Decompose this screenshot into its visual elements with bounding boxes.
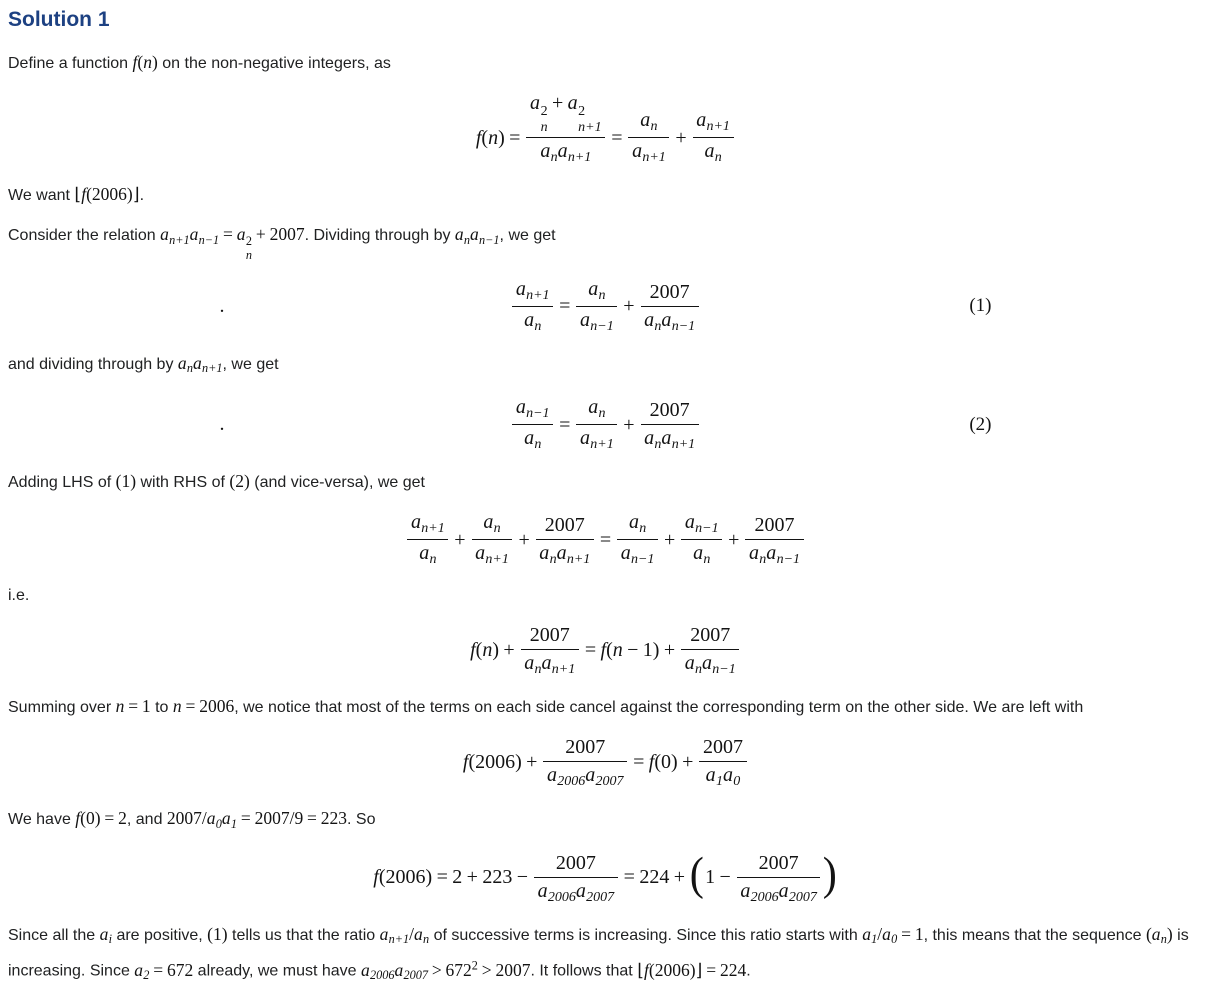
- math-token: 1: [141, 696, 151, 717]
- math-token: f: [75, 808, 81, 829]
- math-token: (2006): [468, 750, 522, 773]
- text-run: Consider the relation: [8, 227, 161, 245]
- fraction: [680, 624, 741, 678]
- text-run: We want: [8, 187, 75, 205]
- math-token: $a_{2006}$: [740, 879, 779, 905]
- math-operator: +: [673, 866, 686, 889]
- math-token: $a_1$: [705, 764, 723, 790]
- math-token: $a_0$: [882, 923, 898, 947]
- text-run: of successive terms is increasing. Since this ratio starts with: [429, 926, 863, 944]
- math-token: f: [462, 750, 469, 773]
- math-token: f: [600, 638, 607, 661]
- math-token: $a_{n-1}$: [470, 224, 500, 247]
- text-run: , and: [126, 811, 167, 829]
- math-token: 2007/9: [254, 808, 304, 829]
- fraction: [525, 92, 607, 166]
- math-token: $a_n$: [644, 308, 662, 334]
- numbered-equation: [220, 278, 992, 335]
- text-run: , we notice that most of the terms on each side cancel against the corresponding term on the other side. We are left with: [234, 699, 1084, 717]
- fraction: [639, 399, 700, 453]
- math-expression: [511, 396, 701, 453]
- text-run: .: [746, 962, 751, 980]
- math-token: 2007: [555, 851, 596, 874]
- math-token: $a_n$: [177, 352, 194, 376]
- math-expression: [173, 696, 234, 716]
- text-run: . So: [347, 811, 376, 829]
- math-token: $a_{n+1}$: [160, 224, 190, 247]
- math-token: (0): [80, 808, 101, 829]
- text-run: Adding LHS of: [8, 474, 116, 492]
- paragraph: [8, 49, 1203, 77]
- math-operator: +: [255, 224, 266, 245]
- math-token: $a_2$: [134, 959, 150, 983]
- text-run: to: [150, 699, 173, 717]
- math-expression: [637, 960, 746, 980]
- math-token: $a_{n-1}$: [684, 511, 719, 537]
- math-operator: =: [509, 126, 521, 149]
- math-operator: =: [307, 808, 317, 829]
- fraction: [511, 396, 555, 453]
- math-token: f: [644, 959, 649, 980]
- math-expression: [454, 224, 500, 247]
- fraction: [532, 852, 619, 906]
- math-expression: [160, 224, 305, 263]
- math-expression: [116, 471, 136, 491]
- math-token: n: [488, 126, 499, 149]
- math-operator: =: [222, 224, 233, 245]
- math-operator: −: [627, 638, 639, 661]
- math-token: (2006): [86, 184, 133, 205]
- math-expression: [1145, 923, 1173, 947]
- math-token: $a_{n-1}$: [766, 542, 801, 568]
- math-token: $a_n$: [704, 140, 722, 166]
- paragraph: [8, 921, 1203, 988]
- math-token: $a_n$: [693, 542, 711, 568]
- math-token: $a_n$: [588, 277, 606, 303]
- math-token: ): [492, 638, 500, 661]
- math-token: $a_1$: [221, 808, 238, 831]
- math-token: (: [606, 638, 613, 661]
- math-expression: [406, 511, 805, 568]
- text-run: with RHS of: [136, 474, 230, 492]
- math-token: 2: [118, 808, 127, 829]
- text-run: Define a function: [8, 55, 133, 72]
- math-expression: f(2006) = 2 + 223 − $\frac{2007}{a_{2006}a_{2007}}$ = 224 + (1 − $\frac{2007}{a_{2006}a_{2007}}$ ): [373, 847, 837, 905]
- math-token: $a_{2007}$: [575, 879, 615, 905]
- math-token: $a_{n+1}$: [632, 140, 666, 166]
- math-token: ⌊: [74, 184, 82, 205]
- math-token: /: [409, 923, 415, 944]
- math-token: $a_{2007}$: [778, 879, 817, 905]
- fraction: [735, 852, 822, 906]
- math-token: $a_0$: [206, 808, 222, 831]
- math-token: $a_{n+1}$: [696, 109, 730, 135]
- fraction: [575, 396, 619, 453]
- math-token: $a_n$: [524, 308, 542, 334]
- fraction: [542, 736, 629, 790]
- math-expression: [74, 184, 139, 204]
- math-expression: [470, 624, 741, 678]
- fraction: [627, 109, 671, 166]
- math-token: $a_{n+1}$: [410, 511, 445, 537]
- math-token: 2: [452, 866, 463, 889]
- math-expression: [134, 959, 194, 983]
- text-run: Since all the: [8, 926, 100, 944]
- math-token: $a_n$: [483, 511, 501, 537]
- math-operator: −: [516, 866, 528, 889]
- math-token: (2): [229, 471, 250, 492]
- text-run: (and vice-versa), we get: [249, 474, 425, 492]
- display-equation: [8, 624, 1203, 678]
- text-run: is increasing. Since: [8, 926, 1194, 980]
- fraction: [639, 281, 700, 335]
- text-run: already, we must have: [193, 962, 361, 980]
- math-expression: [207, 924, 227, 944]
- equation-number: (1): [969, 295, 992, 317]
- fraction: [575, 278, 619, 335]
- math-token: n: [115, 696, 125, 717]
- math-token: $a_n$: [684, 652, 702, 678]
- math-token: n: [172, 696, 182, 717]
- math-operator: =: [559, 295, 571, 318]
- math-token: $a_{2007}$: [585, 764, 624, 790]
- math-token: 2007: [690, 624, 731, 647]
- math-expression: [99, 923, 112, 947]
- math-token: $a_n$: [749, 542, 767, 568]
- math-operator: =: [153, 959, 164, 980]
- math-operator: =: [623, 866, 635, 889]
- math-operator: +: [526, 750, 538, 773]
- math-token: n: [143, 52, 152, 72]
- math-token: $a_n$: [628, 511, 647, 537]
- math-token: f: [470, 638, 476, 661]
- numbered-equation: [220, 396, 992, 453]
- math-token: 2006: [199, 696, 235, 717]
- math-token: (1): [207, 923, 228, 944]
- math-operator: +: [518, 528, 530, 551]
- math-token: 223: [482, 866, 513, 889]
- paragraph: [8, 350, 1203, 381]
- math-token: $a_{n+1}$: [556, 542, 591, 568]
- math-token: $a_0$: [722, 764, 741, 790]
- math-token: $a_n$: [454, 224, 471, 247]
- fraction: [680, 511, 724, 568]
- math-expression: [133, 52, 158, 72]
- math-token: 2007: [495, 959, 531, 980]
- math-token: $a_{n+1}$: [557, 140, 592, 166]
- math-operator: +: [623, 295, 635, 318]
- math-token: 2007: [269, 224, 305, 245]
- math-operator: =: [633, 750, 645, 773]
- math-token: 223: [320, 808, 348, 829]
- paragraph: [8, 221, 1203, 263]
- math-token: $a_{n+1}$: [193, 352, 223, 376]
- display-equation: [8, 511, 1203, 568]
- math-token: 2007: [702, 736, 743, 759]
- math-token: $a_n$: [644, 427, 662, 453]
- math-token: (2006): [648, 959, 696, 980]
- math-expression: [229, 471, 249, 491]
- math-token: $a_n$: [524, 652, 542, 678]
- math-token: ⌊: [637, 959, 645, 980]
- fraction: [698, 736, 748, 790]
- equation-dot: .: [219, 294, 225, 317]
- math-expression: [166, 808, 348, 831]
- math-token: (: [481, 126, 489, 149]
- math-token: 1): [642, 638, 660, 661]
- text-run: i.e.: [8, 587, 30, 605]
- math-operator: >: [481, 959, 492, 980]
- math-token: $a_n$: [539, 542, 557, 568]
- math-token: (: [137, 52, 144, 72]
- math-operator: =: [559, 413, 571, 436]
- math-expression: [862, 923, 924, 947]
- paragraph: [8, 468, 1203, 496]
- math-operator: +: [623, 413, 635, 436]
- fraction: [534, 514, 595, 568]
- paragraph: [8, 805, 1203, 836]
- math-token: 2007: [529, 624, 570, 647]
- fraction: [616, 511, 660, 568]
- math-token: $a_{n+1}$: [379, 923, 410, 947]
- math-operator: =: [104, 808, 115, 829]
- math-token: $a_{n+1}$: [661, 427, 696, 453]
- math-token: $a_{n-1}$: [620, 542, 655, 568]
- math-token: 224: [719, 959, 747, 980]
- math-token: 1: [705, 866, 716, 889]
- fraction: [744, 514, 805, 568]
- math-token: a 2 n: [530, 92, 548, 135]
- math-operator: =: [901, 923, 911, 944]
- math-token: 2007: [649, 399, 690, 422]
- math-token: $a_{2007}$: [394, 959, 428, 983]
- math-operator: +: [551, 92, 564, 114]
- math-expression: [361, 958, 531, 983]
- math-token: $672^2$: [445, 958, 478, 980]
- math-operator: +: [466, 866, 478, 889]
- math-token: $a_{n+1}$: [541, 652, 576, 678]
- math-token: f: [132, 52, 138, 72]
- equation-number: (2): [969, 413, 992, 435]
- math-token: $a_n$: [540, 140, 558, 166]
- math-token: f: [475, 126, 482, 149]
- solution-blocks: [8, 49, 1203, 988]
- math-token: 2007/: [166, 808, 207, 829]
- math-operator: =: [611, 126, 623, 149]
- math-token: n: [612, 638, 623, 661]
- text-run: , this means that the sequence: [923, 926, 1146, 944]
- display-equation: [8, 92, 1203, 166]
- math-token: (0): [654, 750, 678, 773]
- math-operator: =: [240, 808, 251, 829]
- fraction: [511, 278, 555, 335]
- math-token: $a_n$: [640, 109, 658, 135]
- text-run: on the non-negative integers, as: [157, 55, 391, 72]
- math-expression: [475, 92, 735, 166]
- equation-dot: .: [219, 413, 225, 436]
- math-expression: [462, 736, 748, 790]
- text-run: , we get: [222, 355, 279, 373]
- math-token: ): [498, 126, 505, 149]
- math-operator: =: [706, 959, 717, 980]
- math-token: 2007: [565, 736, 606, 759]
- math-token: $a_{n-1}$: [515, 396, 550, 422]
- display-equation: [8, 847, 1203, 906]
- math-token: (2006): [378, 866, 433, 889]
- math-operator: +: [454, 528, 466, 551]
- math-token: a 2 n: [236, 224, 253, 263]
- math-token: $a_{2006}$: [361, 959, 395, 983]
- math-operator: >: [431, 959, 442, 980]
- math-operator: +: [728, 528, 740, 551]
- text-run: tells us that the ratio: [227, 926, 380, 944]
- math-operator: +: [675, 126, 687, 149]
- math-token: ⌋: [695, 959, 703, 980]
- math-token: $a_n$: [524, 427, 542, 453]
- math-operator: −: [719, 866, 731, 889]
- math-token: /: [877, 923, 883, 944]
- math-token: $a_{n-1}$: [701, 652, 736, 678]
- math-token: $a_{n-1}$: [189, 224, 220, 247]
- math-operator: +: [503, 638, 515, 661]
- math-token: $a_n$: [419, 542, 437, 568]
- math-token: (: [475, 638, 483, 661]
- math-token: 2007: [754, 514, 795, 537]
- math-expression: [511, 277, 701, 334]
- math-token: $a_1$: [862, 923, 878, 947]
- math-operator: =: [128, 696, 139, 717]
- math-operator: =: [436, 866, 448, 889]
- math-token: (1): [115, 471, 137, 492]
- math-operator: =: [599, 528, 612, 551]
- fraction: [470, 511, 514, 568]
- math-operator: +: [664, 528, 676, 551]
- math-operator: =: [185, 696, 196, 717]
- fraction: [691, 109, 735, 166]
- math-operator: +: [682, 750, 694, 773]
- text-run: We have: [8, 811, 76, 829]
- math-token: $a_{2006}$: [547, 764, 586, 790]
- math-operator: =: [584, 638, 597, 661]
- math-token: 2007: [544, 514, 585, 537]
- math-token: 2007: [758, 851, 799, 874]
- math-token: 224: [639, 866, 670, 889]
- math-token: f: [648, 750, 655, 773]
- math-token: $a_{n+1}$: [475, 542, 509, 568]
- math-token: ): [151, 52, 158, 72]
- math-token: 2007: [649, 280, 690, 303]
- display-equation: [8, 736, 1203, 790]
- math-token: $a_{n+1}$: [515, 277, 550, 303]
- math-token: $a_{n-1}$: [661, 308, 696, 334]
- math-expression: [177, 352, 223, 376]
- math-token: f: [81, 184, 87, 205]
- text-run: , we get: [499, 227, 556, 245]
- math-token: $a_n$: [1151, 923, 1167, 947]
- text-run: . Dividing through by: [304, 227, 455, 245]
- fraction: [406, 511, 450, 568]
- math-expression: [116, 696, 151, 716]
- math-token: $a_{n-1}$: [580, 308, 614, 334]
- fraction: [519, 624, 580, 678]
- text-run: . It follows that: [530, 962, 638, 980]
- math-token: $a_{2006}$: [537, 879, 576, 905]
- math-token: 672: [166, 959, 194, 980]
- math-token: (: [1145, 923, 1152, 944]
- math-token: $a_n$: [588, 396, 606, 422]
- paragraph: [8, 693, 1203, 721]
- text-run: are positive,: [112, 926, 208, 944]
- text-run: and dividing through by: [8, 355, 178, 373]
- math-operator: +: [663, 638, 676, 661]
- text-run: .: [139, 187, 145, 205]
- math-expression: [379, 923, 430, 947]
- text-run: Summing over: [8, 699, 116, 717]
- solution-heading: Solution 1: [8, 8, 110, 31]
- math-expression: [75, 808, 127, 828]
- math-token: $a_{n+1}$: [580, 427, 614, 453]
- math-token: 1: [914, 923, 924, 944]
- paragraph: [8, 583, 1203, 609]
- math-token: ): [1166, 923, 1173, 944]
- math-token: f: [373, 866, 379, 889]
- math-token: $a_i$: [99, 923, 112, 947]
- math-token: ⌋: [132, 184, 140, 205]
- paragraph: [8, 181, 1203, 209]
- math-token: a 2 n+1: [567, 92, 602, 135]
- math-token: n: [482, 638, 493, 661]
- math-token: $a_n$: [414, 923, 430, 947]
